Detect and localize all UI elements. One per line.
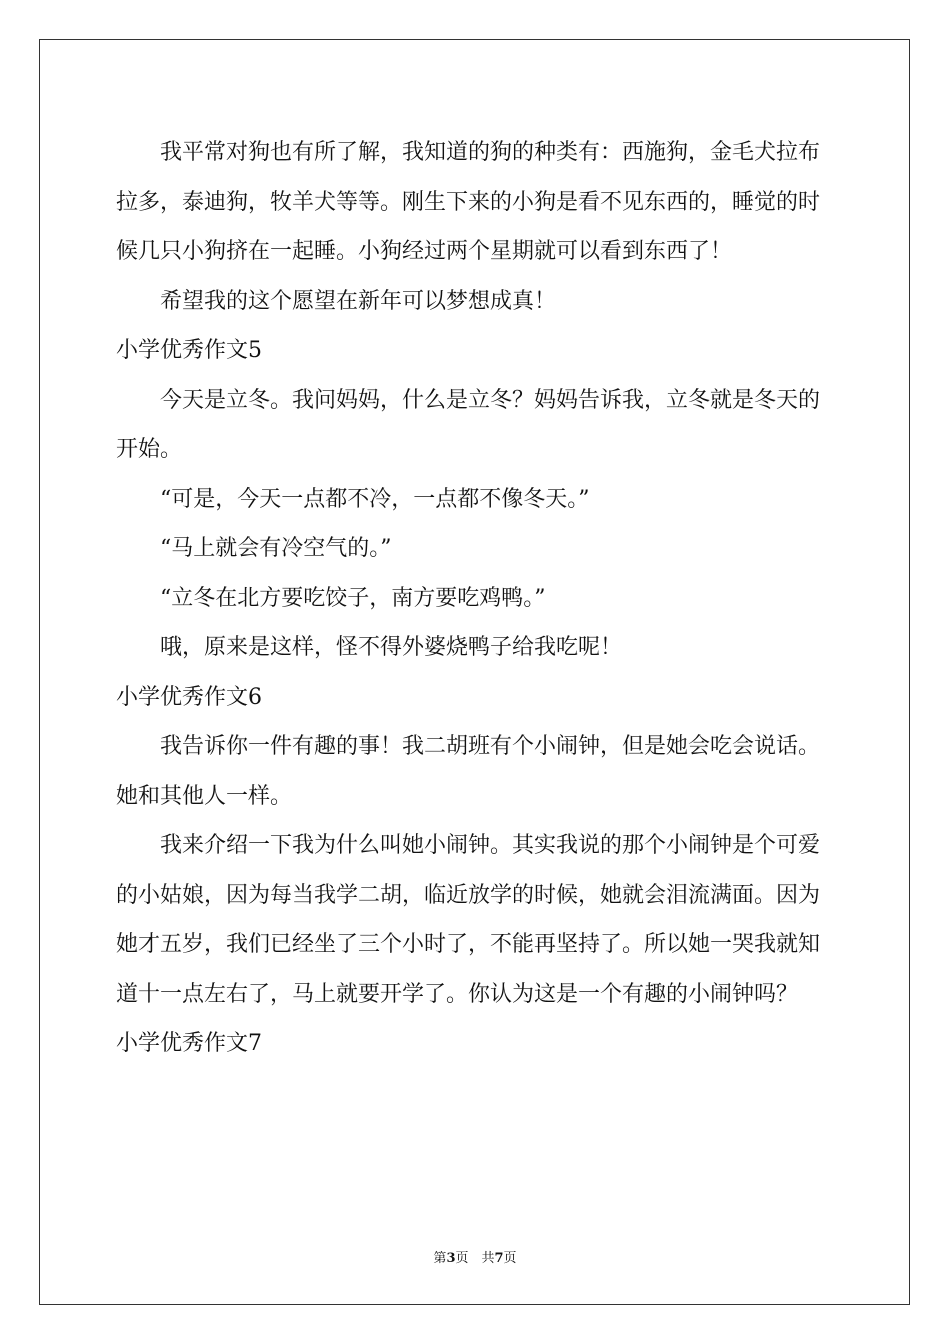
paragraph: 我告诉你一件有趣的事！我二胡班有个小闹钟，但是她会吃会说话。她和其他人一样。: [116, 734, 821, 809]
section-heading: 小学优秀作文5: [116, 338, 262, 363]
paragraph: 希望我的这个愿望在新年可以梦想成真！: [160, 288, 557, 314]
paragraph: 我平常对狗也有所了解，我知道的狗的种类有：西施狗，金毛犬拉布拉多，泰迪狗，牧羊犬等等。刚生下来的小狗是看不见东西的，睡觉的时候几只小狗挤在一起睡。小狗经过两个星期就可以看到东西了！: [116, 140, 821, 264]
paragraph: “马上就会有冷空气的。”: [160, 536, 392, 561]
paragraph: 今天是立冬。我问妈妈，什么是立冬？妈妈告诉我，立冬就是冬天的开始。: [116, 387, 821, 462]
footer-mid: 页 共: [455, 1251, 495, 1266]
paragraph: 我来介绍一下我为什么叫她小闹钟。其实我说的那个小闹钟是个可爱的小姑娘，因为每当我学二胡，临近放学的时候，她就会泪流满面。因为她才五岁，我们已经坐了三个小时了，不能再坚持了。所以她一哭我就知道十一点左右了，马上就要开学了。你认为这是一个有趣的小闹钟吗？: [116, 833, 821, 1007]
paragraph: “可是，今天一点都不冷，一点都不像冬天。”: [160, 486, 590, 512]
paragraph: “立冬在北方要吃饺子，南方要吃鸡鸭。”: [160, 585, 546, 611]
footer-total-pages: 7: [494, 1251, 504, 1266]
footer-suffix: 页: [503, 1251, 517, 1266]
page-footer: [0, 1247, 950, 1266]
section-heading: 小学优秀作文6: [116, 684, 262, 710]
paragraph: 哦，原来是这样，怪不得外婆烧鸭子给我吃呢！: [160, 635, 623, 660]
footer-page-number: 3: [446, 1251, 456, 1266]
footer-prefix: 第: [433, 1251, 447, 1266]
document-body: [116, 128, 832, 1069]
section-heading: 小学优秀作文7: [116, 1031, 262, 1056]
